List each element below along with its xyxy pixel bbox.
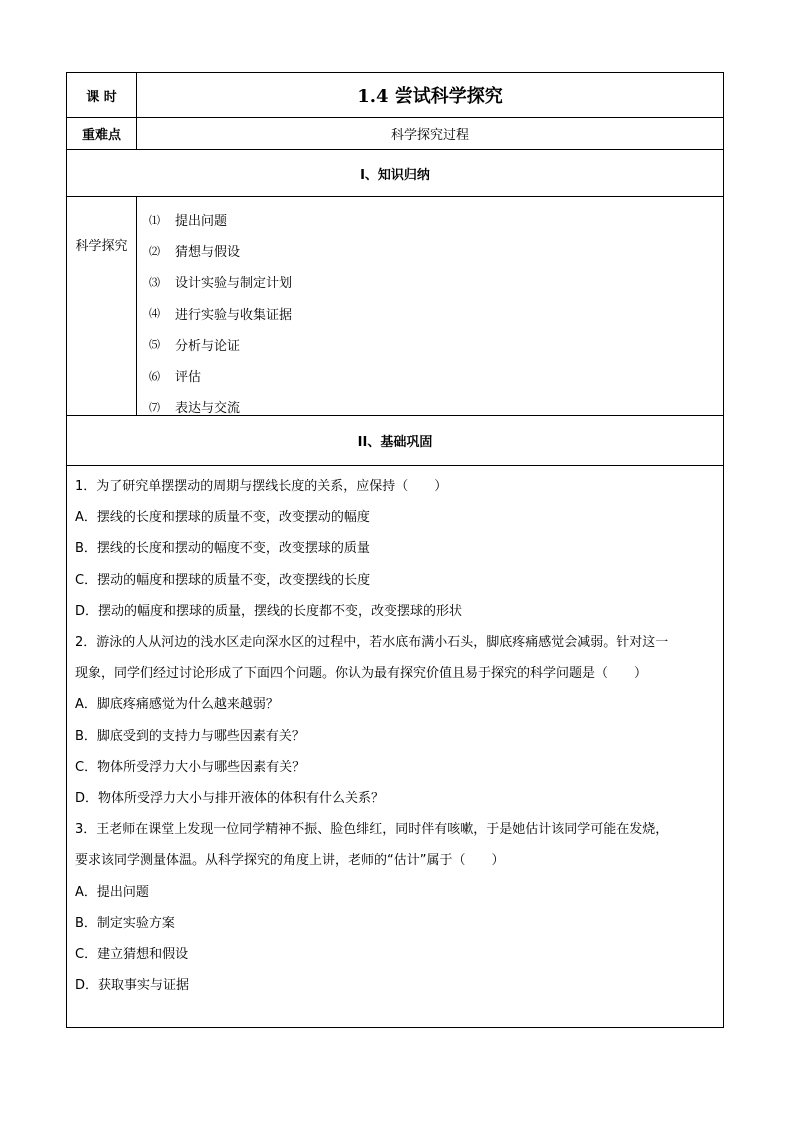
item-number: ⑺ [149,400,160,414]
section1-heading-row [67,150,723,197]
item-number: ⑴ [149,213,160,227]
item-text: 提出问题 [175,214,228,230]
list-item [137,298,723,329]
question-line: D．摆动的幅度和摆球的质量，摆线的长度都不变，改变摆球的形状 [75,603,463,619]
item-text: 进行实验与收集证据 [175,307,293,323]
knowledge-list [137,197,723,415]
focus-value-cell [137,118,723,149]
list-item [137,329,723,360]
question-line: D．获取事实与证据 [75,978,190,994]
question-line: 1．为了研究单摆摆动的周期与摆线长度的关系，应保持（ ） [75,479,448,494]
question-line: 2．游泳的人从河边的浅水区走向深水区的过程中，若水底布满小石头，脚底疼痛感觉会减弱。针对这一 [75,635,669,651]
question-line: A．脚底疼痛感觉为什么越来越弱？ [75,697,279,713]
focus-label: 重难点 [67,118,137,149]
period-label: 课 时 [67,73,137,117]
list-item [137,266,723,297]
question-line: C．物体所受浮力大小与哪些因素有关？ [75,759,306,775]
list-item [137,360,723,391]
question-line: 要求该同学测量体温。从科学探究的角度上讲，老师的“估计”属于（ ） [75,853,505,869]
question-line: C．摆动的幅度和摆球的质量不变，改变摆线的长度 [75,572,371,588]
questions-area [67,466,723,1027]
focus-value: 科学探究过程 [390,128,469,143]
question-line: C．建立猜想和假设 [75,947,189,963]
item-text: 设计实验与制定计划 [175,276,293,292]
list-item [137,204,723,235]
question-line: D．物体所受浮力大小与排开液体的体积有什么关系？ [75,791,385,807]
worksheet-table [66,72,724,1028]
question-line: B．脚底受到的支持力与哪些因素有关？ [75,728,305,744]
list-item [137,235,723,266]
lesson-title: 1.4 尝试科学探究 [357,86,503,107]
question-line: A．提出问题 [75,884,149,900]
lesson-title-cell [137,73,723,117]
item-number: ⑹ [149,369,160,383]
item-text: 表达与交流 [175,401,241,417]
question-line: B．摆线的长度和摆动的幅度不变，改变摆球的质量 [75,541,370,557]
item-number: ⑷ [149,307,160,321]
question-line: 3．王老师在课堂上发现一位同学精神不振、脸色绯红，同时伴有咳嗽，于是她估计该同学可能在发烧， [75,822,669,838]
item-number: ⑵ [149,244,160,258]
knowledge-row [67,197,723,416]
question-line: B．制定实验方案 [75,915,175,931]
section2-heading: II、基础巩固 [357,435,433,450]
item-text: 猜想与假设 [175,245,241,261]
item-text: 评估 [175,370,202,386]
section2-heading-row [67,416,723,466]
section1-heading: I、知识归纳 [360,167,430,183]
title-row [67,73,723,118]
item-number: ⑶ [149,275,160,289]
question-line: A．摆线的长度和摆球的质量不变，改变摆动的幅度 [75,510,370,526]
knowledge-label: 科学探究 [67,197,137,415]
question-line: 现象，同学们经过讨论形成了下面四个问题。你认为最有探究价值且易于探究的科学问题是（ ） [75,666,648,682]
focus-row [67,118,723,150]
item-text: 分析与论证 [175,338,241,354]
item-number: ⑸ [149,338,160,352]
